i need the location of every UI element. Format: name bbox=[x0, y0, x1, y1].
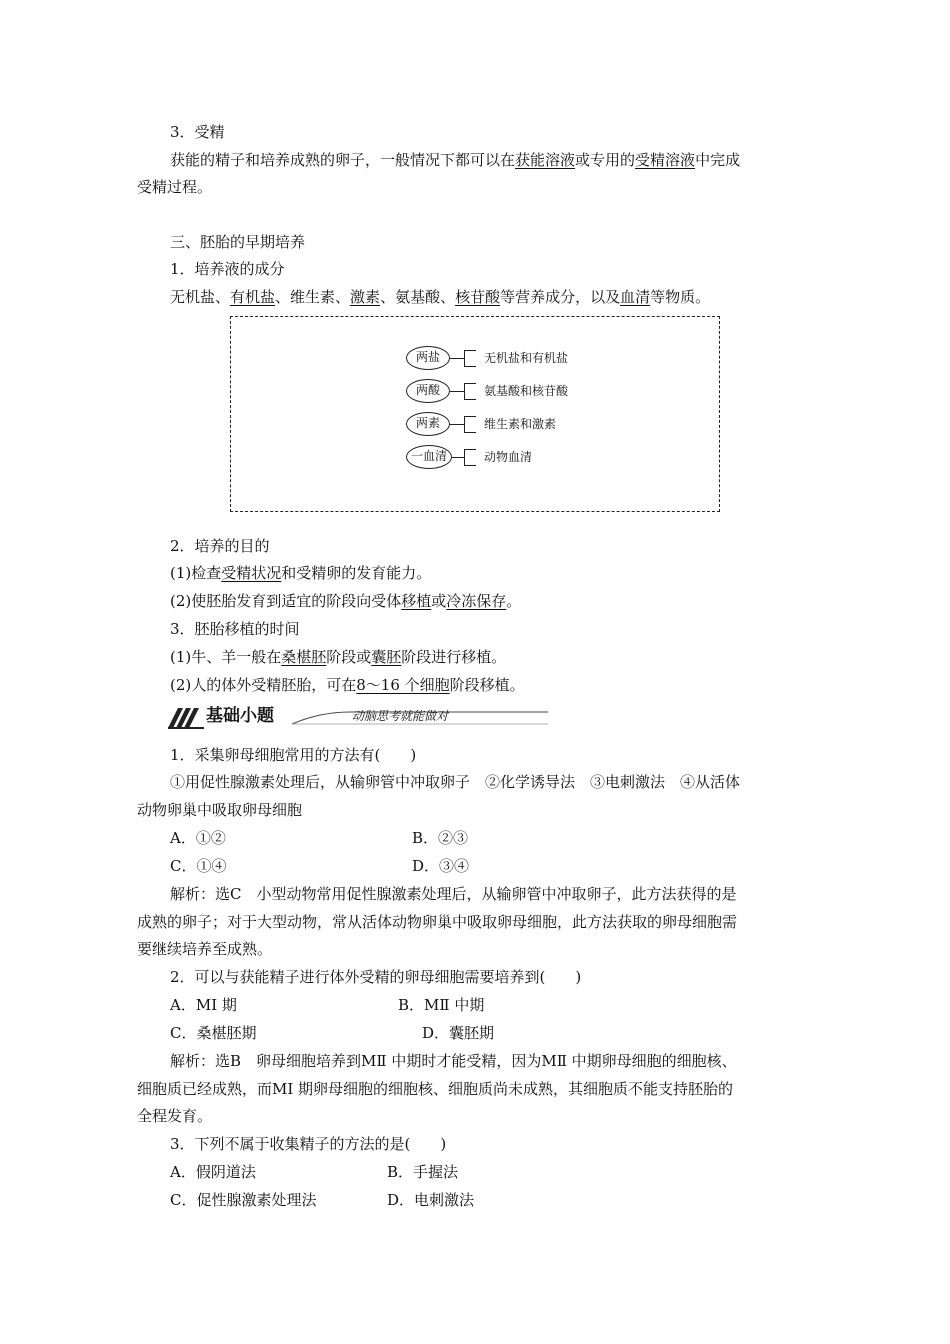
banner-title: 基础小题 bbox=[206, 706, 274, 726]
banner-subtitle: 动脑思考就能做对 bbox=[352, 709, 449, 723]
choice-c: C．促性腺激素处理法 bbox=[170, 1191, 317, 1209]
explanation-line: 解析：选C 小型动物常用促性腺激素处理后，从输卵管中冲取卵子，此方法获得的是 bbox=[170, 885, 737, 903]
bracket-bottom bbox=[464, 366, 476, 367]
bracket-top bbox=[464, 383, 476, 384]
underlined-term: 受精溶液 bbox=[635, 151, 696, 169]
question-stem: 3．下列不属于收集精子的方法的是( ) bbox=[170, 1135, 447, 1153]
section-heading-fertilization: 3．受精 bbox=[170, 123, 225, 141]
choice-b: B．手握法 bbox=[387, 1163, 459, 1181]
part-heading: 三、胚胎的早期培养 bbox=[170, 233, 306, 251]
connector-line bbox=[452, 457, 464, 458]
choice-d: D．③④ bbox=[412, 857, 470, 875]
choice-b: B．MⅡ 中期 bbox=[398, 996, 485, 1014]
bracket-top bbox=[464, 350, 476, 351]
paragraph-line: 受精过程。 bbox=[137, 178, 213, 196]
oval-label: 两素 bbox=[406, 412, 450, 436]
underlined-term: 获能溶液 bbox=[515, 151, 576, 169]
underlined-term: 有机盐 bbox=[230, 288, 276, 306]
purpose-item: (2)使胚胎发育到适宜的阶段向受体移植或冷冻保存。 bbox=[170, 592, 522, 610]
banner-stripes-icon bbox=[166, 704, 204, 730]
bracket-bottom bbox=[464, 465, 476, 466]
choice-c: C．①④ bbox=[170, 857, 227, 875]
paragraph-line: 获能的精子和培养成熟的卵子，一般情况下都可以在获能溶液或专用的受精溶液中完成 bbox=[170, 151, 741, 169]
bracket bbox=[464, 383, 465, 399]
bracket bbox=[464, 416, 465, 432]
subheading-transfer-time: 3．胚胎移植的时间 bbox=[170, 620, 300, 638]
subheading-medium-components: 1．培养液的成分 bbox=[170, 260, 285, 278]
oval-label: 一血清 bbox=[406, 445, 452, 469]
bracket-top bbox=[464, 416, 476, 417]
explanation-line: 解析：选B 卵母细胞培养到MⅡ 中期时才能受精，因为MⅡ 中期卵母细胞的细胞核、 bbox=[170, 1052, 737, 1070]
oval-label: 两酸 bbox=[406, 379, 450, 403]
underlined-term: 移植 bbox=[401, 592, 432, 610]
underlined-term: 受精状况 bbox=[221, 564, 282, 582]
underlined-term: 冷冻保存 bbox=[446, 592, 507, 610]
bracket bbox=[464, 350, 465, 366]
bracket-bottom bbox=[464, 399, 476, 400]
underlined-term: 8～16 个细胞 bbox=[356, 676, 450, 694]
choice-a: A．MⅠ 期 bbox=[170, 996, 237, 1014]
choice-d: D．囊胚期 bbox=[422, 1024, 495, 1042]
diagram-item: 氨基酸和核苷酸 bbox=[484, 384, 569, 398]
underlined-term: 核苷酸 bbox=[455, 288, 501, 306]
question-stem: 1．采集卵母细胞常用的方法有( ) bbox=[170, 746, 417, 764]
question-options-line: 动物卵巢中吸取卵母细胞 bbox=[137, 801, 303, 819]
diagram-item: 无机盐和有机盐 bbox=[484, 351, 569, 365]
choice-b: B．②③ bbox=[412, 829, 469, 847]
connector-line bbox=[450, 391, 464, 392]
bracket-top bbox=[464, 449, 476, 450]
choice-c: C．桑椹胚期 bbox=[170, 1024, 257, 1042]
oval-label: 两盐 bbox=[406, 346, 450, 370]
purpose-item: (1)检查受精状况和受精卵的发育能力。 bbox=[170, 564, 432, 582]
diagram-item: 动物血清 bbox=[484, 450, 533, 464]
underlined-term: 激素 bbox=[350, 288, 381, 306]
underlined-term: 桑椹胚 bbox=[281, 648, 327, 666]
explanation-line: 全程发育。 bbox=[137, 1107, 213, 1125]
transfer-item: (1)牛、羊一般在桑椹胚阶段或囊胚阶段进行移植。 bbox=[170, 648, 507, 666]
components-line: 无机盐、有机盐、维生素、激素、氨基酸、核苷酸等营养成分，以及血清等物质。 bbox=[170, 288, 711, 306]
question-stem: 2．可以与获能精子进行体外受精的卵母细胞需要培养到( ) bbox=[170, 968, 582, 986]
explanation-line: 要继续培养至成熟。 bbox=[137, 940, 273, 958]
explanation-line: 成熟的卵子；对于大型动物，常从活体动物卵巢中吸取卵母细胞，此方法获取的卵母细胞需 bbox=[137, 913, 738, 931]
question-options-line: ①用促性腺激素处理后，从输卵管中冲取卵子 ②化学诱导法 ③电刺激法 ④从活体 bbox=[170, 773, 741, 791]
connector-line bbox=[450, 358, 464, 359]
summary-diagram-box bbox=[230, 316, 720, 512]
subheading-purpose: 2．培养的目的 bbox=[170, 537, 270, 555]
choice-d: D．电刺激法 bbox=[387, 1191, 475, 1209]
underlined-term: 血清 bbox=[620, 288, 651, 306]
choice-a: A．假阴道法 bbox=[170, 1163, 256, 1181]
explanation-line: 细胞质已经成熟，而MⅠ 期卵母细胞的细胞核、细胞质尚未成熟，其细胞质不能支持胚胎的 bbox=[137, 1080, 734, 1098]
choice-a: A．①② bbox=[170, 829, 226, 847]
underlined-term: 囊胚 bbox=[371, 648, 402, 666]
transfer-item: (2)人的体外受精胚胎，可在8～16 个细胞阶段移植。 bbox=[170, 676, 525, 694]
bracket bbox=[464, 449, 465, 465]
bracket-bottom bbox=[464, 432, 476, 433]
diagram-item: 维生素和激素 bbox=[484, 417, 557, 431]
connector-line bbox=[450, 424, 464, 425]
